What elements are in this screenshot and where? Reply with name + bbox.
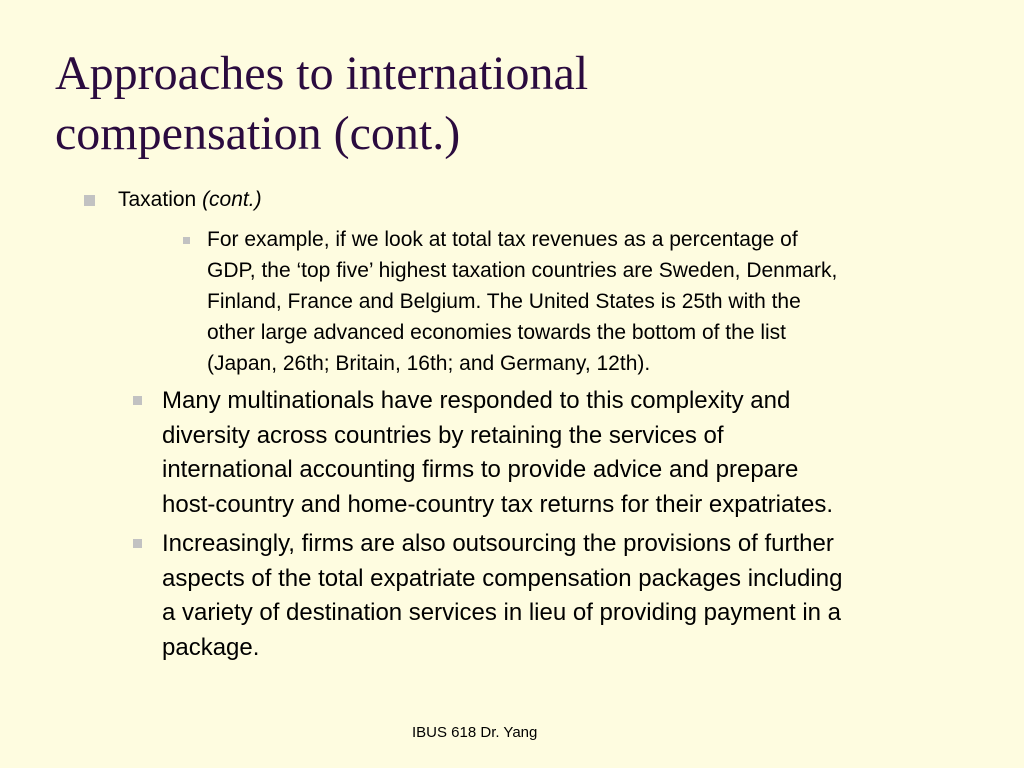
text-line: Increasingly, firms are also outsourcing the provisions of further <box>162 530 834 557</box>
text-line: host-country and home-country tax returns for their expatriates. <box>162 490 833 518</box>
bullet-multinationals-text <box>162 384 833 522</box>
slide-title <box>55 44 955 164</box>
bullet-outsourcing-text <box>162 527 842 665</box>
title-line-2: compensation (cont.) <box>55 107 461 160</box>
text-line: Many multinationals have responded to this complexity and <box>162 387 791 414</box>
bullet-taxation-text <box>118 186 262 214</box>
text-line: a variety of destination services in lieu of providing payment in a <box>162 599 842 626</box>
text-line: aspects of the total expatriate compensation packages including <box>162 564 843 592</box>
text-line: (Japan, 26th; Britain, 16th; and Germany, 12th). <box>207 352 651 375</box>
text-line: GDP, the ‘top five’ highest taxation countries are Sweden, Denmark, <box>207 259 838 282</box>
slide-footer: IBUS 618 Dr. Yang <box>412 724 538 741</box>
bullet-taxation <box>84 186 262 214</box>
text-line: For example, if we look at total tax revenues as a percentage of <box>207 228 798 251</box>
square-bullet-icon <box>133 539 142 548</box>
text-line: package. <box>162 633 260 661</box>
square-bullet-icon <box>133 396 142 405</box>
text-line: other large advanced economies towards the bottom of the list <box>207 321 786 344</box>
text-line: diversity across countries by retaining the services of <box>162 421 724 449</box>
bullet-taxation-italic: (cont.) <box>202 188 262 211</box>
title-line-1: Approaches to international <box>55 47 589 100</box>
sub-bullet-example <box>183 224 837 379</box>
text-line: Finland, France and Belgium. The United States is 25th with the <box>207 290 801 313</box>
bullet-taxation-label: Taxation <box>118 188 203 211</box>
text-line: international accounting firms to provide advice and prepare <box>162 456 799 483</box>
square-bullet-icon <box>183 237 190 244</box>
square-bullet-icon <box>84 195 95 206</box>
bullet-multinationals <box>133 384 833 522</box>
bullet-outsourcing <box>133 527 842 665</box>
sub-bullet-example-text <box>207 224 837 379</box>
